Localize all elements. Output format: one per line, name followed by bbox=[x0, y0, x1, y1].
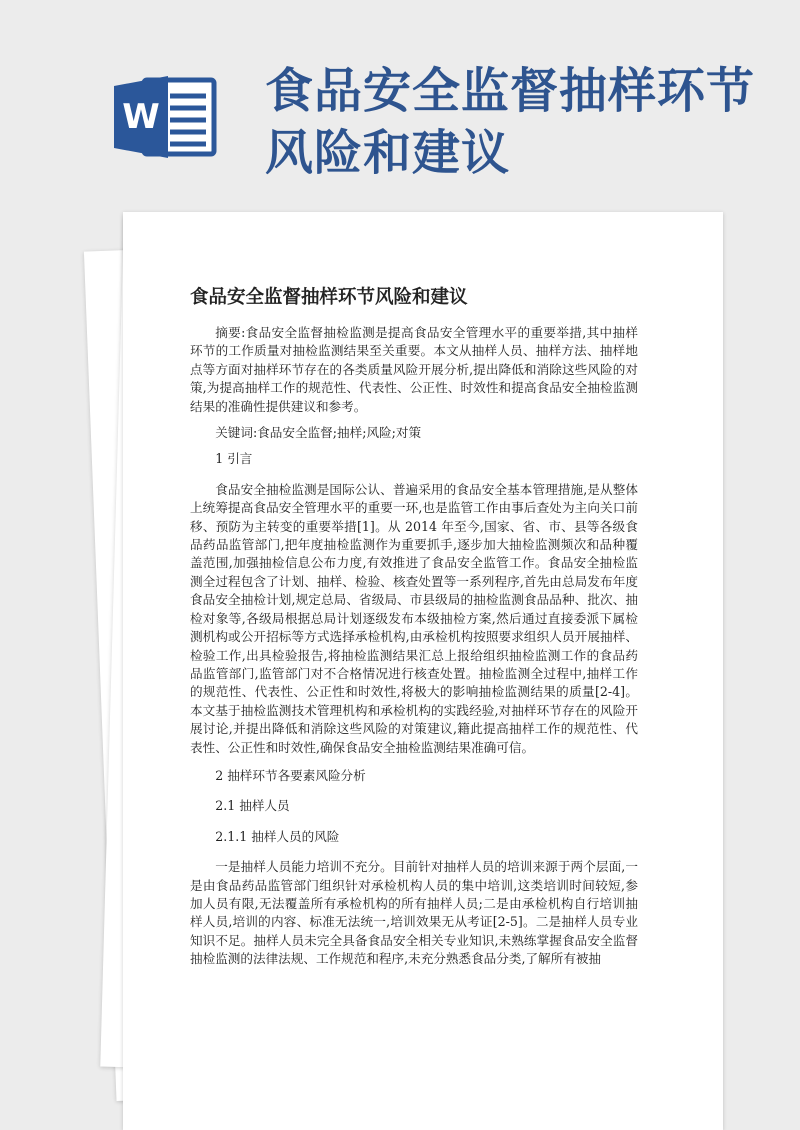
section-heading-1: 1 引言 bbox=[215, 451, 253, 467]
section-heading-2-1-1: 2.1.1 抽样人员的风险 bbox=[215, 828, 340, 844]
document-page bbox=[123, 212, 723, 1130]
section-heading-2-1: 2.1 抽样人员 bbox=[215, 798, 290, 814]
document-title: 食品安全监督抽样环节风险和建议 bbox=[190, 287, 468, 308]
hero-title: 食品安全监督抽样环节风险和建议 bbox=[265, 63, 756, 181]
word-logo-letter: W bbox=[122, 97, 160, 137]
word-logo-icon bbox=[110, 72, 220, 162]
section-2-1-1-paragraph: 一是抽样人员能力培训不充分。目前针对抽样人员的培训来源于两个层面,一是由食品药品监管部门组织针对承检机构人员的集中培训,这类培训时间较短,参加人员有限,无法覆盖所有承检机构的所有抽样人员;二是由承检机构自行培训抽样人员,培训的内容、标准无法统一,培训效果无从考证[2-5]。二是抽样人员专业知识不足。抽样人员未完全具备食品安全相关专业知识,未熟练掌握食品安全监督抽检监测的法律法规、工作规范和程序,未充分熟悉食品分类,了解所有被抽 bbox=[190, 859, 638, 967]
document-body bbox=[190, 324, 638, 969]
section-1-paragraph: 食品安全抽检监测是国际公认、普遍采用的食品安全基本管理措施,是从整体上统筹提高食品安全管理水平的重要一环,也是监管工作由事后查处为主向关口前移、预防为主转变的重要举措[1]。从 2014 年至今,国家、省、市、县等各级食品药品监管部门,把年度抽检监测作为重要抓手,逐步加大抽检监测频次和品种覆盖范围,加强抽检信息公布力度,有效推进了食品安全监管工作。食品安全抽检监测全过程包含了计划、抽样、检验、核查处置等一系列程序,首先由总局发布年度食品安全抽检计划,规定总局、省级局、市县级局的抽检监测食品品种、批次、抽检对象等,各级局根据总局计划逐级发布本级抽检方案,然后通过直接委派下属检测机构或公开招标等方式选择承检机构,由承检机构按照要求组织人员开展抽样、检验工作,出具检验报告,将抽检监测结果汇总上报给组织抽检监测工作的食品药品监管部门,监管部门对不合格情况进行核查处置。抽检监测全过程中,抽样工作的规范性、代表性、公正性和时效性,将极大的影响抽检监测结果的质量[2-4]。本文基于抽检监测技术管理机构和承检机构的实践经验,对抽样环节存在的风险开展讨论,并提出降低和消除这些风险的对策建议,籍此提高抽样工作的规范性、代表性、公正性和时效性,确保食品安全抽检监测结果准确可信。 bbox=[190, 481, 638, 755]
keywords-line: 关键词:食品安全监督;抽样;风险;对策 bbox=[215, 425, 422, 441]
abstract-paragraph: 摘要:食品安全监督抽检监测是提高食品安全管理水平的重要举措,其中抽样环节的工作质量对抽检监测结果至关重要。本文从抽样人员、抽样方法、抽样地点等方面对抽样环节存在的各类质量风险开展分析,提出降低和消除这些风险的对策,为提高抽样工作的规范性、代表性、公正性、时效性和提高食品安全抽检监测结果的准确性提供建议和参考。 bbox=[190, 325, 638, 414]
section-heading-2: 2 抽样环节各要素风险分析 bbox=[215, 767, 366, 783]
